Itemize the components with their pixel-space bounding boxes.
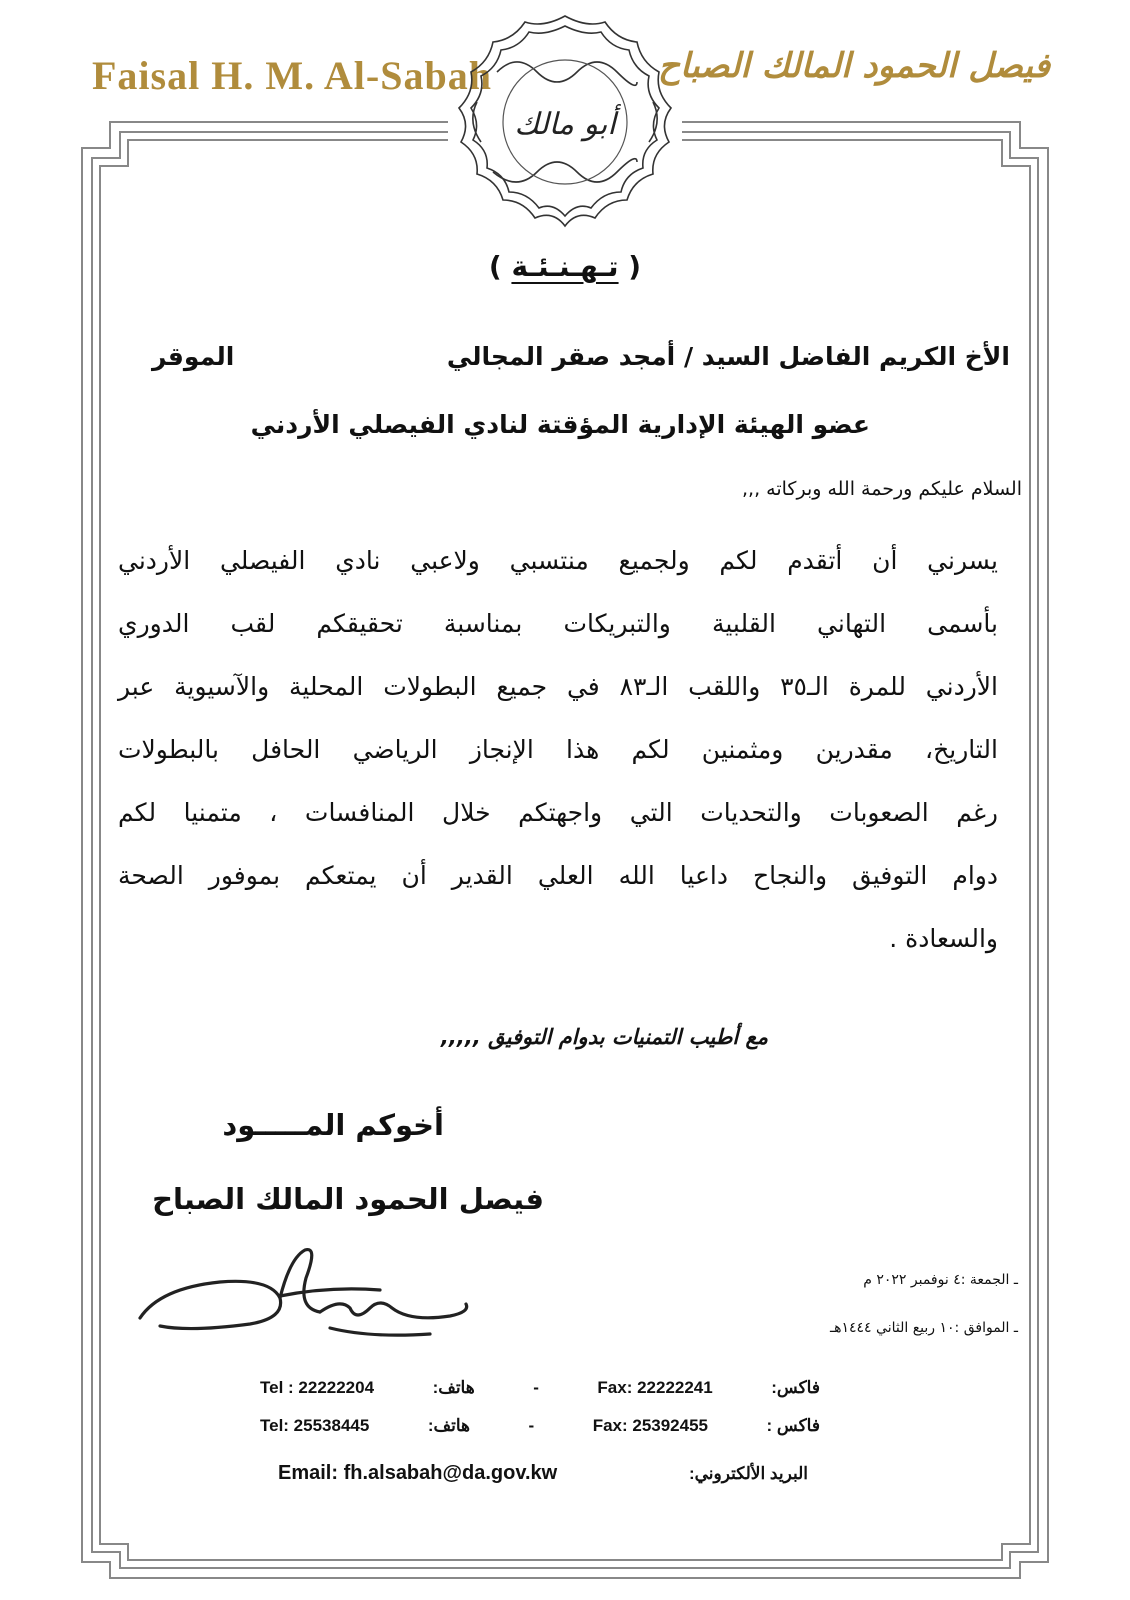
- letter-title: ( تـهـنـئـة ): [488, 250, 642, 283]
- separator: -: [533, 1378, 539, 1397]
- body-line: بأسمى التهاني القلبية والتبريكات بمناسبة تحقيقكم لقب الدوري: [118, 609, 998, 638]
- letter-body: [118, 533, 998, 974]
- greeting-line: السلام عليكم ورحمة الله وبركاته ,,,: [742, 478, 1022, 500]
- body-line: التاريخ، مقدرين ومثمنين لكم هذا الإنجاز الرياضي الحافل بالبطولات: [118, 735, 998, 764]
- signer-name: فيصل الحمود المالك الصباح: [152, 1182, 544, 1216]
- recipient-honorific: الموقر: [152, 342, 235, 371]
- body-line: رغم الصعوبات والتحديات التي واجهتكم خلال المنافسات ، متمنيا لكم: [118, 798, 998, 827]
- phone-label-ar: هاتف:: [427, 1416, 470, 1435]
- date-gregorian: ـ الجمعة :٤ نوفمبر ٢٠٢٢ م: [863, 1272, 1018, 1288]
- separator: -: [528, 1416, 535, 1435]
- letter-title-text: تـهـنـئـة: [511, 250, 619, 283]
- contact-row-1: [260, 1378, 820, 1398]
- email-label-ar: البريد الألكتروني:: [688, 1463, 808, 1483]
- header-name-english: Faisal H. M. Al-Sabah: [92, 53, 492, 98]
- fax-number-1: Fax: 22222241: [597, 1378, 713, 1397]
- emblem-seal-icon: [437, 12, 693, 244]
- contact-row-email: [278, 1462, 808, 1485]
- body-line: يسرني أن أتقدم لكم ولجميع منتسبي ولاعبي نادي الفيصلي الأردني: [118, 546, 998, 575]
- phone-number-2: Tel: 25538445: [260, 1416, 370, 1435]
- contact-row-2: [260, 1416, 820, 1436]
- recipient-position-line: عضو الهيئة الإدارية المؤقتة لنادي الفيصلي الأردني: [250, 410, 870, 439]
- fax-number-2: Fax: 25392455: [592, 1416, 709, 1435]
- phone-label-ar: هاتف:: [432, 1378, 475, 1397]
- body-line: الأردني للمرة الـ٣٥ واللقب الـ٨٣ في جميع البطولات المحلية والآسيوية عبر: [118, 672, 998, 701]
- header-name-arabic: فيصل الحمود المالك الصباح: [657, 46, 1050, 86]
- body-line: والسعادة .: [889, 924, 998, 953]
- body-line: دوام التوفيق والنجاح داعيا الله العلي القدير أن يمتعكم بموفور الصحة: [118, 861, 998, 890]
- seal-calligraphy: أبو مالك: [514, 107, 616, 142]
- signoff-line: أخوكم المـــــود: [222, 1108, 444, 1142]
- fax-label-ar: فاكس :: [766, 1416, 820, 1435]
- email-address[interactable]: Email: fh.alsabah@da.gov.kw: [278, 1462, 558, 1484]
- fax-label-ar: فاكس:: [771, 1378, 820, 1397]
- closing-line: مع أطيب التمنيات بدوام التوفيق ,,,,,: [440, 1025, 768, 1049]
- handwritten-signature: [130, 1238, 480, 1348]
- recipient-name-line: الأخ الكريم الفاضل السيد / أمجد صقر المجالي: [446, 342, 1010, 371]
- date-hijri: ـ الموافق :١٠ ربيع الثاني ١٤٤٤هـ: [830, 1320, 1018, 1336]
- phone-number-1: Tel : 22222204: [260, 1378, 375, 1397]
